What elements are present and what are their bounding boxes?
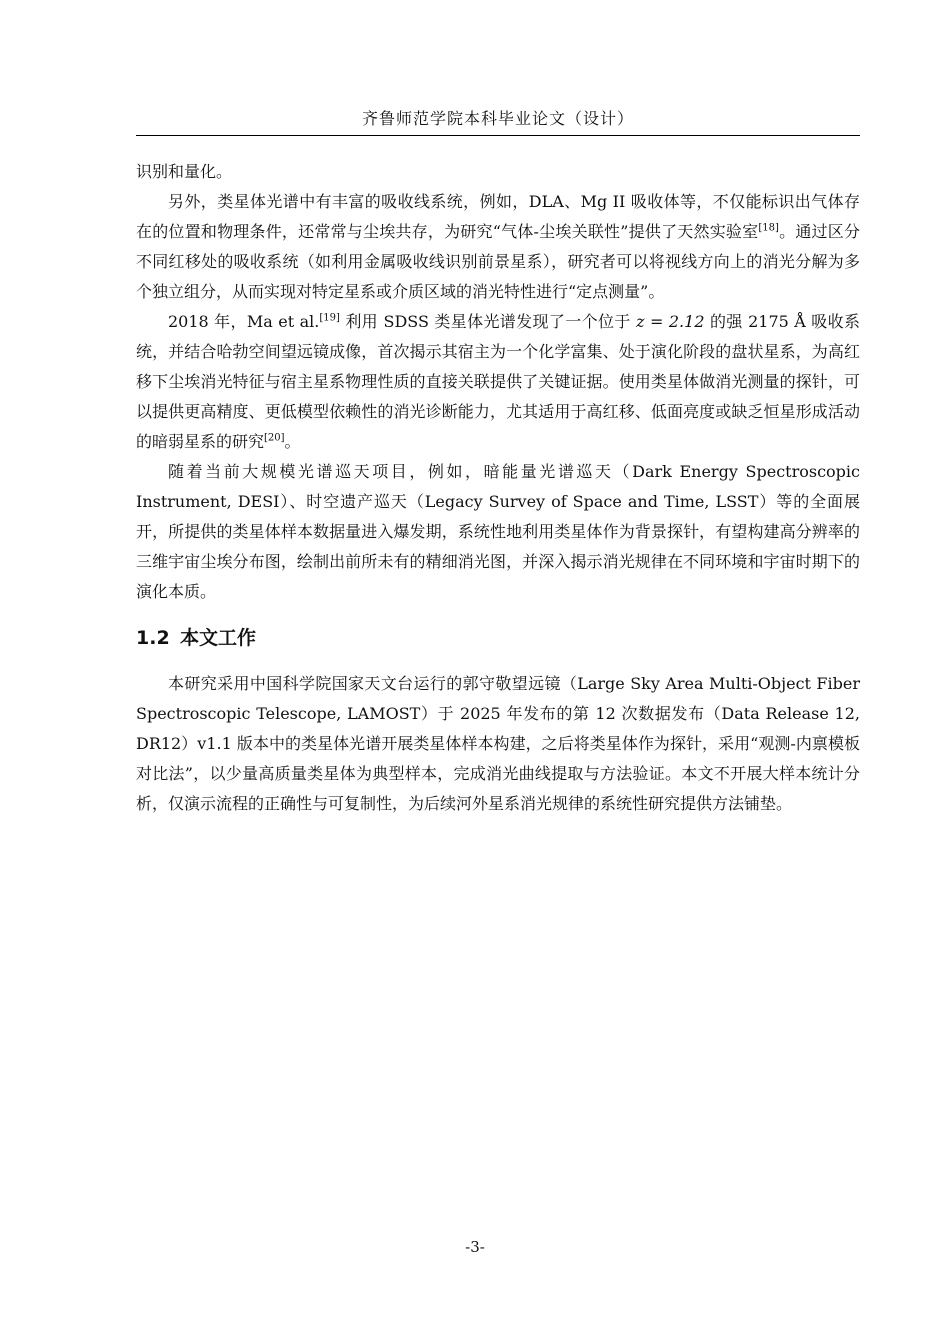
paragraph-text: 的强 2175 Å 吸收系统，并结合哈勃空间望远镜成像，首次揭示其宿主为一个化学富集、处于演化阶段的盘状星系，为高红移下尘埃消光特征与宿主星系物理性质的直接关联提供了关键证据。使用类星体做消光测量的探针，可以提供更高精度、更低模型依赖性的消光诊断能力，尤其适用于高红移、低面亮度或缺乏恒星形成活动的暗弱星系的研究 bbox=[136, 312, 860, 451]
redshift-math: z = 2.12 bbox=[636, 312, 705, 331]
citation-19[interactable]: [19] bbox=[319, 312, 340, 324]
paragraph-text: 利用 SDSS 类星体光谱发现了一个位于 bbox=[339, 312, 637, 331]
paragraph-text: 。通过区分不同红移处的吸收系统（如利用金属吸收线识别前景星系），研究者可以将视线方向上的消光分解为多个独立组分，从而实现对特定星系或介质区域的消光特性进行“定点测量”。 bbox=[136, 222, 860, 301]
paragraph-text: 2018 年，Ma et al. bbox=[168, 312, 320, 331]
page-number: -3- bbox=[465, 1238, 485, 1256]
running-header: 齐鲁师范学院本科毕业论文（设计） bbox=[361, 109, 634, 128]
section-title: 本文工作 bbox=[180, 627, 257, 649]
citation-20[interactable]: [20] bbox=[264, 432, 285, 444]
paragraph-this-work: 本研究采用中国科学院国家天文台运行的郭守敬望远镜（Large Sky Area Multi-Object Fiber Spectroscopic Telescope, LAMOST）于 2025 年发布的第 12 次数据发布（Data Release 12, DR12）v1.1 版本中的类星体光谱开展类星体样本构建，之后将类星体作为探针，采用“观测-内禀模板对比法”，以少量高质量类星体为典型样本，完成消光曲线提取与方法验证。本文不开展大样本统计分析，仅演示流程的正确性与可复制性，为后续河外星系消光规律的系统性研究提供方法铺垫。 bbox=[136, 674, 860, 813]
paragraph-surveys: 随着当前大规模光谱巡天项目，例如，暗能量光谱巡天（Dark Energy Spectroscopic Instrument, DESI）、时空遗产巡天（Legacy Survey of Space and Time, LSST）等的全面展开，所提供的类星体样本数据量进入爆发期，系统性地利用类星体作为背景探针，有望构建高分辨率的三维宇宙尘埃分布图，绘制出前所未有的精细消光图，并深入揭示消光规律在不同环境和宇宙时期下的演化本质。 bbox=[136, 462, 860, 601]
body-text bbox=[136, 157, 860, 819]
citation-18[interactable]: [18] bbox=[758, 222, 779, 234]
paragraph-continuation: 识别和量化。 bbox=[136, 162, 233, 181]
paragraph-ma-2018 bbox=[136, 307, 860, 457]
paragraph-text: 另外，类星体光谱中有丰富的吸收线系统，例如，DLA、Mg II 吸收体等，不仅能标识出气体存在的位置和物理条件，还常常与尘埃共存，为研究“气体-尘埃关联性”提供了天然实验室 bbox=[136, 192, 860, 241]
section-heading bbox=[136, 623, 860, 653]
section-number: 1.2 bbox=[136, 627, 170, 649]
header-rule bbox=[136, 135, 860, 136]
paragraph-text: 。 bbox=[284, 432, 301, 451]
paragraph-absorption-systems bbox=[136, 187, 860, 307]
